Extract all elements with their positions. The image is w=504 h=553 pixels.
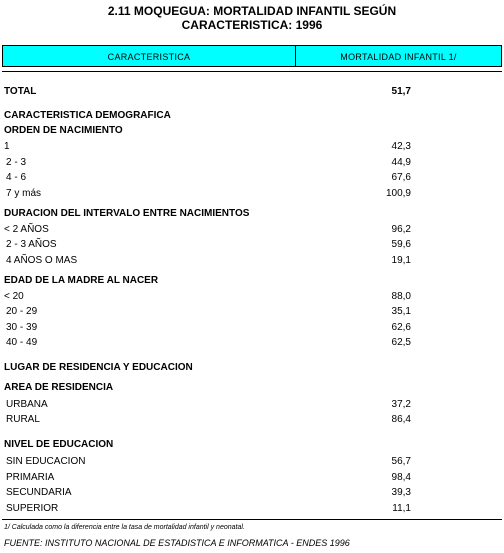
table-row bbox=[0, 290, 504, 304]
row-value: 19,1 bbox=[391, 255, 411, 266]
row-value: 86,4 bbox=[391, 414, 411, 425]
table-row bbox=[0, 187, 504, 201]
row-value: 51,7 bbox=[391, 86, 411, 97]
row-value: 56,7 bbox=[391, 456, 411, 467]
table-row bbox=[0, 321, 504, 335]
row-label: RURAL bbox=[6, 414, 40, 425]
row-label: LUGAR DE RESIDENCIA Y EDUCACION bbox=[4, 362, 193, 373]
table-title: 2.11 MOQUEGUA: MORTALIDAD INFANTIL SEGÚN bbox=[107, 4, 397, 18]
table-row bbox=[0, 305, 504, 319]
subsection-heading bbox=[0, 207, 504, 221]
subsection-heading bbox=[0, 438, 504, 452]
row-value: 98,4 bbox=[391, 472, 411, 483]
row-label: < 20 bbox=[4, 291, 24, 302]
section-heading bbox=[0, 361, 504, 375]
table-subtitle: CARACTERISTICA: 1996 bbox=[181, 18, 323, 32]
footnote: 1/ Calculada como la diferencia entre la tasa de mortalidad infantil y neonatal. bbox=[4, 524, 245, 531]
row-total bbox=[0, 85, 504, 99]
row-value: 88,0 bbox=[391, 291, 411, 302]
header-infant-mortality: MORTALIDAD INFANTIL 1/ bbox=[340, 52, 457, 62]
row-value: 62,6 bbox=[391, 322, 411, 333]
table-row bbox=[0, 336, 504, 350]
subsection-heading bbox=[0, 274, 504, 288]
row-value: 11,1 bbox=[392, 503, 411, 514]
row-value: 59,6 bbox=[391, 239, 411, 250]
header-characteristic: CARACTERISTICA bbox=[107, 52, 191, 62]
row-label: NIVEL DE EDUCACION bbox=[4, 439, 114, 450]
row-label: 4 AÑOS O MAS bbox=[6, 255, 78, 266]
row-label: < 2 AÑOS bbox=[4, 224, 49, 235]
source-note: FUENTE: INSTITUTO NACIONAL DE ESTADISTICA E INFORMATICA - ENDES 1996 bbox=[4, 538, 350, 548]
row-label: SUPERIOR bbox=[6, 503, 59, 514]
row-label: 1 bbox=[4, 141, 10, 152]
table-row bbox=[0, 471, 504, 485]
row-label: SECUNDARIA bbox=[6, 487, 72, 498]
row-label: URBANA bbox=[6, 399, 48, 410]
table-row bbox=[0, 486, 504, 500]
bottom-rule bbox=[2, 519, 502, 520]
row-label: DURACION DEL INTERVALO ENTRE NACIMIENTOS bbox=[4, 208, 250, 219]
row-label: 30 - 39 bbox=[6, 322, 38, 333]
row-value: 37,2 bbox=[391, 399, 411, 410]
table-row bbox=[0, 171, 504, 185]
row-label: 4 - 6 bbox=[6, 172, 27, 183]
table-header bbox=[2, 45, 502, 67]
row-label: 7 y más bbox=[6, 188, 42, 199]
row-value: 35,1 bbox=[391, 306, 411, 317]
row-label: ORDEN DE NACIMIENTO bbox=[4, 125, 123, 136]
row-label: AREA DE RESIDENCIA bbox=[4, 382, 114, 393]
row-value: 42,3 bbox=[391, 141, 411, 152]
row-label: 40 - 49 bbox=[6, 337, 38, 348]
table-row bbox=[0, 413, 504, 427]
table-row bbox=[0, 254, 504, 268]
row-label: 2 - 3 bbox=[6, 157, 27, 168]
row-label: CARACTERISTICA DEMOGRAFICA bbox=[4, 110, 171, 121]
table-row bbox=[0, 455, 504, 469]
table-row bbox=[0, 223, 504, 237]
table-row bbox=[0, 398, 504, 412]
subsection-heading bbox=[0, 381, 504, 395]
table-row bbox=[0, 238, 504, 252]
row-label: TOTAL bbox=[4, 86, 37, 97]
table-row bbox=[0, 156, 504, 170]
row-label: PRIMARIA bbox=[6, 472, 55, 483]
row-value: 67,6 bbox=[391, 172, 411, 183]
row-value: 39,3 bbox=[391, 487, 411, 498]
row-label: 20 - 29 bbox=[6, 306, 38, 317]
table-row bbox=[0, 140, 504, 154]
row-value: 100,9 bbox=[385, 188, 411, 199]
row-label: SIN EDUCACION bbox=[6, 456, 86, 467]
top-rule bbox=[2, 71, 502, 72]
row-value: 62,5 bbox=[391, 337, 411, 348]
row-label: EDAD DE LA MADRE AL NACER bbox=[4, 275, 159, 286]
row-value: 44,9 bbox=[391, 157, 411, 168]
row-label: 2 - 3 AÑOS bbox=[6, 239, 57, 250]
section-heading bbox=[0, 109, 504, 123]
table-row bbox=[0, 502, 504, 516]
row-value: 96,2 bbox=[391, 224, 411, 235]
subsection-heading bbox=[0, 124, 504, 138]
